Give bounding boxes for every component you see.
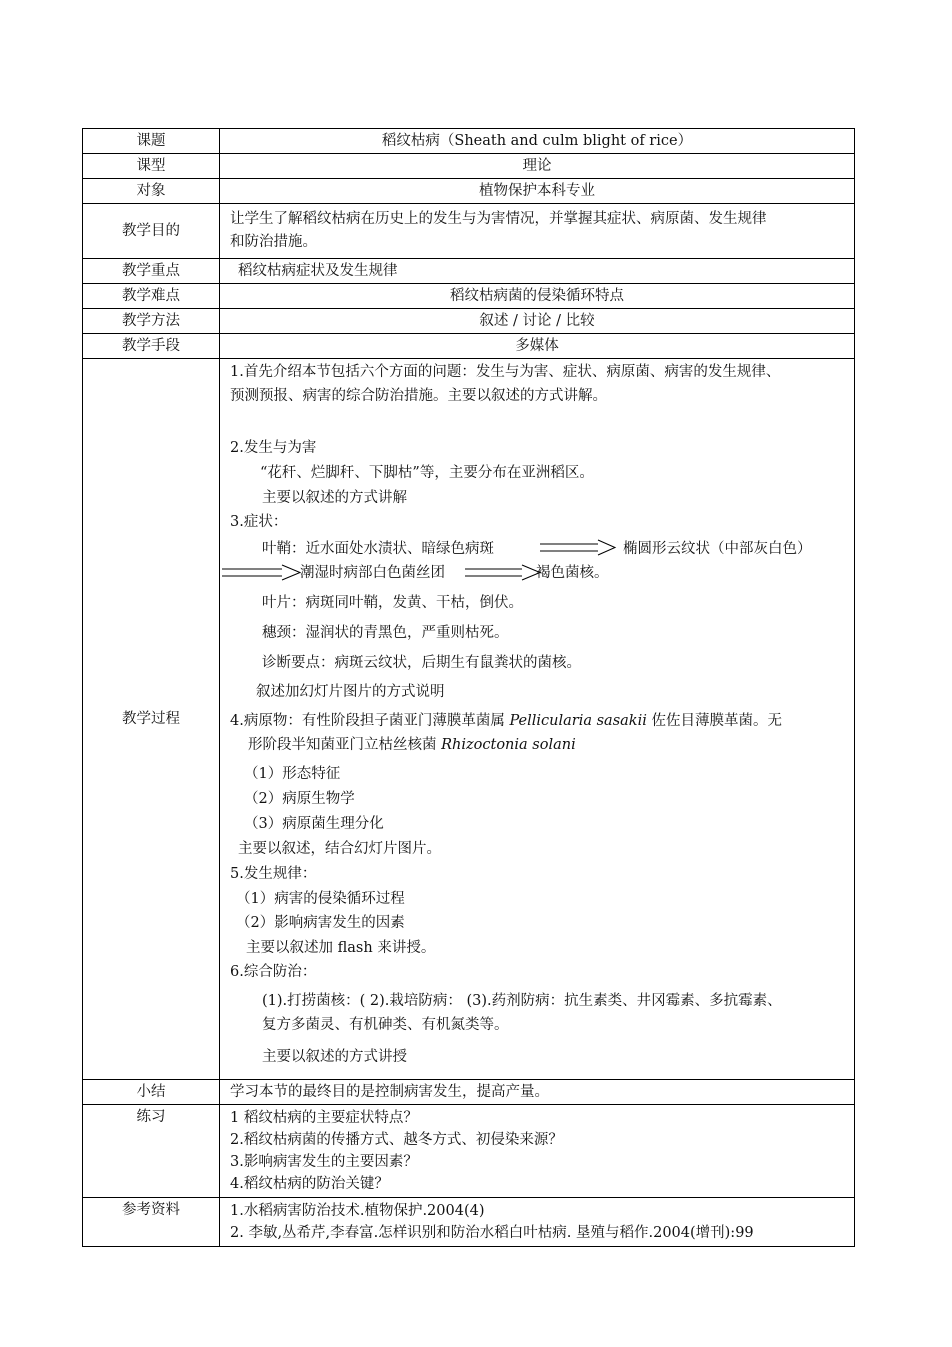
type-value: 理论	[220, 154, 855, 179]
exercise-item: 4.稻纹枯病的防治关键？	[230, 1176, 389, 1192]
exercises-label: 练习	[83, 1105, 220, 1198]
process-line: 2.发生与为害	[230, 440, 317, 456]
arrow-2	[222, 565, 300, 580]
reference-item: 1.水稻病害防治技术.植物保护.2004(4)	[230, 1203, 485, 1219]
purpose-label: 教学目的	[83, 204, 220, 259]
purpose-line-1: 让学生了解稻纹枯病在历史上的发生与为害情况，并掌握其症状、病原菌、发生规律	[230, 211, 767, 227]
references-label: 参考资料	[83, 1198, 220, 1247]
row-references	[83, 1198, 855, 1247]
row-means	[83, 334, 855, 359]
row-method	[83, 309, 855, 334]
process-line: （1）病害的侵染循环过程	[236, 891, 405, 907]
audience-label: 对象	[83, 179, 220, 204]
difficulty-label: 教学难点	[83, 284, 220, 309]
process-line: 1.首先介绍本节包括六个方面的问题：发生与为害、症状、病原菌、病害的发生规律、	[230, 364, 781, 380]
reference-item: 2. 李敏,丛希芹,李春富.怎样识别和防治水稻白叶枯病. 垦殖与稻作.2004(增刊):99	[230, 1225, 754, 1241]
topic-value: 稻纹枯病（Sheath and culm blight of rice）	[220, 129, 855, 154]
process-line: “花秆、烂脚秆、下脚枯”等，主要分布在亚洲稻区。	[260, 465, 594, 481]
row-exercises	[83, 1105, 855, 1198]
row-audience	[83, 179, 855, 204]
process-line: 主要以叙述加 flash 来讲授。	[246, 940, 436, 956]
row-key-points	[83, 259, 855, 284]
process-line-part: 4.病原物：有性阶段担子菌亚门薄膜革菌属	[230, 713, 510, 729]
difficulty-value: 稻纹枯病菌的侵染循环特点	[220, 284, 855, 309]
row-purpose	[83, 204, 855, 259]
process-line: 主要以叙述的方式讲授	[262, 1049, 407, 1065]
exercises-list	[220, 1105, 855, 1198]
process-line: (1).打捞菌核：( 2).栽培防病： (3).药剂防病：抗生素类、井冈霉素、多抗霉素、	[262, 993, 782, 1009]
process-line: 预测预报、病害的综合防治措施。主要以叙述的方式讲解。	[230, 388, 607, 404]
process-line: 主要以叙述，结合幻灯片图片。	[238, 841, 441, 857]
process-line: 6.综合防治：	[230, 964, 317, 980]
process-line: 5.发生规律：	[230, 866, 317, 882]
process-line: （1）形态特征	[244, 766, 341, 782]
process-line: 叙述加幻灯片图片的方式说明	[256, 684, 445, 700]
method-value: 叙述 / 讨论 / 比较	[220, 309, 855, 334]
process-line: 诊断要点：病斑云纹状，后期生有鼠粪状的菌核。	[262, 655, 581, 671]
key-points-value: 稻纹枯病症状及发生规律	[220, 259, 855, 284]
process-line: 3.症状：	[230, 514, 288, 530]
process-line: 叶片：病斑同叶鞘，发黄、干枯，倒伏。	[262, 595, 523, 611]
means-label: 教学手段	[83, 334, 220, 359]
process-line: 椭圆形云纹状（中部灰白色）	[623, 541, 812, 557]
exercise-item: 3.影响病害发生的主要因素？	[230, 1154, 418, 1170]
process-line: （2）影响病害发生的因素	[236, 915, 405, 931]
topic-label: 课题	[83, 129, 220, 154]
audience-value: 植物保护本科专业	[220, 179, 855, 204]
process-line-part: 形阶段半知菌亚门立枯丝核菌	[248, 737, 442, 753]
process-line: （3）病原菌生理分化	[244, 816, 384, 832]
exercise-item: 1 稻纹枯病的主要症状特点？	[230, 1110, 418, 1126]
process-cell	[220, 359, 855, 1080]
summary-value: 学习本节的最终目的是控制病害发生，提高产量。	[220, 1080, 855, 1105]
process-line: 叶鞘：近水面处水渍状、暗绿色病斑	[262, 541, 494, 557]
process-label: 教学过程	[83, 359, 220, 1080]
arrow-1	[540, 540, 615, 555]
key-points-label: 教学重点	[83, 259, 220, 284]
process-content	[220, 359, 854, 1079]
process-line-part: 佐佐目薄膜革菌。无	[646, 713, 782, 729]
species-name: Pellicularia sasakii	[509, 713, 647, 729]
process-line	[230, 711, 782, 731]
process-line: 潮湿时病部白色菌丝团	[300, 565, 445, 581]
species-name: Rhizoctonia solani	[441, 737, 576, 753]
process-line: 穗颈：湿润状的青黑色，严重则枯死。	[262, 625, 509, 641]
process-line: （2）病原生物学	[244, 791, 355, 807]
process-line: 复方多菌灵、有机砷类、有机氮类等。	[262, 1017, 509, 1033]
row-difficulty	[83, 284, 855, 309]
row-topic	[83, 129, 855, 154]
references-list	[220, 1198, 855, 1247]
exercise-item: 2.稻纹枯病菌的传播方式、越冬方式、初侵染来源？	[230, 1132, 563, 1148]
arrow-3	[465, 565, 540, 580]
row-summary	[83, 1080, 855, 1105]
row-type	[83, 154, 855, 179]
purpose-line-2: 和防治措施。	[230, 234, 317, 250]
method-label: 教学方法	[83, 309, 220, 334]
type-label: 课型	[83, 154, 220, 179]
process-line: 主要以叙述的方式讲解	[262, 490, 407, 506]
lesson-plan-table	[82, 128, 855, 1247]
row-process	[83, 359, 855, 1080]
summary-label: 小结	[83, 1080, 220, 1105]
process-line	[248, 735, 576, 755]
means-value: 多媒体	[220, 334, 855, 359]
purpose-value	[220, 204, 855, 259]
process-line: 褐色菌核。	[536, 565, 609, 581]
